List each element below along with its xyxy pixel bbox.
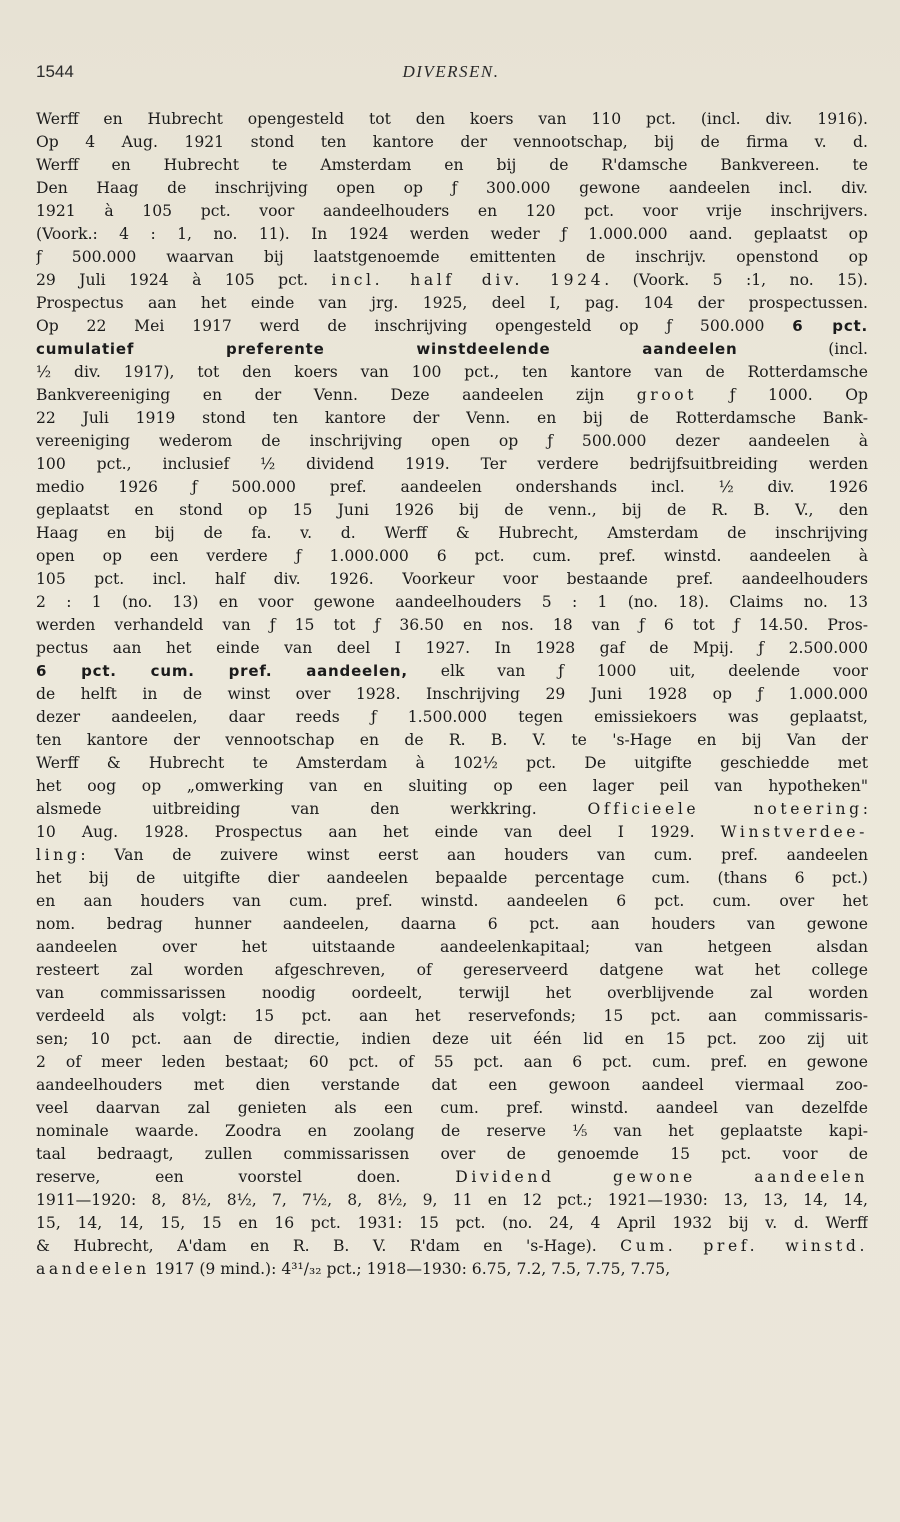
- text-line: [36, 292, 868, 315]
- text-line: [36, 200, 868, 223]
- text-segment: (incl.: [737, 340, 868, 358]
- text-segment: nom. bedrag hunner aandeelen, daarna 6 pct. aan houders van gewone: [36, 915, 868, 933]
- text-line: [36, 729, 868, 752]
- page-number: 1544: [36, 62, 74, 81]
- text-line: [36, 384, 868, 407]
- text-segment: vereeniging wederom de inschrijving open op ƒ 500.000 dezer aandeelen à: [36, 432, 868, 450]
- text-segment: verdeeld als volgt: 15 pct. aan het reservefonds; 15 pct. aan commissaris-: [36, 1007, 868, 1025]
- bold-text: 6 pct. cum. pref. aandeelen,: [36, 662, 408, 680]
- text-segment: 1921 à 105 pct. voor aandeelhouders en 120 pct. voor vrije inschrijvers.: [36, 202, 868, 220]
- text-line: [36, 545, 868, 568]
- text-line: [36, 1258, 868, 1281]
- text-segment: 2 : 1 (no. 13) en voor gewone aandeelhouders 5 : 1 (no. 18). Claims no. 13: [36, 593, 868, 611]
- text-line: [36, 1212, 868, 1235]
- text-segment: 1917 (9 mind.): 4³¹/₃₂ pct.; 1918—1930: 6.75, 7.2, 7.5, 7.75, 7.75,: [149, 1260, 671, 1278]
- running-head: DIVERSEN.: [402, 62, 500, 81]
- text-line: [36, 591, 868, 614]
- text-segment: aandeelhouders met dien verstande dat een gewoon aandeel viermaal zoo-: [36, 1076, 868, 1094]
- text-line: [36, 1189, 868, 1212]
- text-segment: 100 pct., inclusief ½ dividend 1919. Ter verdere bedrijfsuitbreiding werden: [36, 455, 868, 473]
- text-segment: werden verhandeld van ƒ 15 tot ƒ 36.50 en nos. 18 van ƒ 6 tot ƒ 14.50. Pros-: [36, 616, 868, 634]
- text-segment: 105 pct. incl. half div. 1926. Voorkeur voor bestaande pref. aandeelhouders: [36, 570, 868, 588]
- text-line: [36, 499, 868, 522]
- text-segment: & Hubrecht, A'dam en R. B. V. R'dam en 's-Hage).: [36, 1237, 621, 1255]
- text-line: [36, 246, 868, 269]
- text-segment: 1911—1920: 8, 8½, 8½, 7, 7½, 8, 8½, 9, 11 en 12 pct.; 1921—1930: 13, 13, 14, 14,: [36, 1191, 868, 1209]
- text-segment: medio 1926 ƒ 500.000 pref. aandeelen ondershands incl. ½ div. 1926: [36, 478, 868, 496]
- text-segment: aandeelen over het uitstaande aandeelenkapitaal; van hetgeen alsdan: [36, 938, 868, 956]
- bold-text: cumulatief preferente winstdeelende aandeelen: [36, 340, 738, 358]
- text-segment: Den Haag de inschrijving open op ƒ 300.000 gewone aandeelen incl. div.: [36, 179, 868, 197]
- text-line: [36, 1166, 868, 1189]
- text-segment: alsmede uitbreiding van den werkkring.: [36, 800, 588, 818]
- page-header: [36, 62, 866, 86]
- text-line: [36, 1005, 868, 1028]
- text-segment: nominale waarde. Zoodra en zoolang de reserve ⅕ van het geplaatste kapi-: [36, 1122, 868, 1140]
- text-line: [36, 821, 868, 844]
- text-line: [36, 1120, 868, 1143]
- text-line: [36, 361, 868, 384]
- text-line: [36, 338, 868, 361]
- text-segment: en aan houders van cum. pref. winstd. aandeelen 6 pct. cum. over het: [36, 892, 868, 910]
- text-segment: dezer aandeelen, daar reeds ƒ 1.500.000 tegen emissiekoers was geplaatst,: [36, 708, 868, 726]
- text-line: [36, 798, 868, 821]
- text-segment: open op een verdere ƒ 1.000.000 6 pct. cum. pref. winstd. aandeelen à: [36, 547, 868, 565]
- text-segment: Werff en Hubrecht opengesteld tot den koers van 110 pct. (incl. div. 1916).: [36, 110, 868, 128]
- text-line: [36, 775, 868, 798]
- text-segment: ½ div. 1917), tot den koers van 100 pct., ten kantore van de Rotterdamsche: [36, 363, 868, 381]
- text-segment: . (Voork. 5 :1, no. 15).: [604, 271, 868, 289]
- text-line: [36, 177, 868, 200]
- text-segment: 29 Juli 1924 à 105 pct.: [36, 271, 332, 289]
- spaced-text: Cum. pref. winstd.: [620, 1237, 868, 1255]
- text-line: [36, 223, 868, 246]
- text-line: [36, 476, 868, 499]
- text-line: [36, 844, 868, 867]
- text-line: [36, 131, 868, 154]
- text-segment: het bij de uitgifte dier aandeelen bepaalde percentage cum. (thans 6 pct.): [36, 869, 868, 887]
- text-segment: taal bedraagt, zullen commissarissen over de genoemde 15 pct. voor de: [36, 1145, 868, 1163]
- text-segment: het oog op „omwerking van en sluiting op een lager peil van hypotheken": [36, 777, 868, 795]
- text-line: [36, 1074, 868, 1097]
- text-segment: 2 of meer leden bestaat; 60 pct. of 55 pct. aan 6 pct. cum. pref. en gewone: [36, 1053, 868, 1071]
- text-segment: Bankvereeniging en der Venn. Deze aandeelen zijn: [36, 386, 637, 404]
- text-segment: Prospectus aan het einde van jrg. 1925, deel I, pag. 104 der prospectussen.: [36, 294, 868, 312]
- text-segment: 15, 14, 14, 15, 15 en 16 pct. 1931: 15 pct. (no. 24, 4 April 1932 bij v. d. Werff: [36, 1214, 868, 1232]
- text-segment: Haag en bij de fa. v. d. Werff & Hubrecht, Amsterdam de inschrijving: [36, 524, 868, 542]
- spaced-text: Winstverdee-: [720, 823, 868, 841]
- spaced-text: incl. half div. 1924: [331, 271, 605, 289]
- text-line: [36, 269, 868, 292]
- spaced-text: Officieele noteering: [587, 800, 863, 818]
- text-segment: : Van de zuivere winst eerst aan houders van cum. pref. aandeelen: [80, 846, 868, 864]
- text-line: [36, 1235, 868, 1258]
- text-segment: reserve, een voorstel doen.: [36, 1168, 456, 1186]
- bold-text: 6 pct.: [792, 317, 868, 335]
- text-line: [36, 982, 868, 1005]
- text-line: [36, 154, 868, 177]
- text-segment: veel daarvan zal genieten als een cum. pref. winstd. aandeel van dezelfde: [36, 1099, 868, 1117]
- text-line: [36, 890, 868, 913]
- text-segment: ƒ 500.000 waarvan bij laatstgenoemde emittenten de inschrijv. openstond op: [36, 248, 868, 266]
- text-line: [36, 683, 868, 706]
- text-line: [36, 315, 868, 338]
- text-segment: ƒ 1000. Op: [697, 386, 868, 404]
- text-line: [36, 867, 868, 890]
- text-line: [36, 936, 868, 959]
- text-segment: Op 22 Mei 1917 werd de inschrijving opengesteld op ƒ 500.000: [36, 317, 793, 335]
- text-line: [36, 959, 868, 982]
- text-segment: :: [862, 800, 868, 818]
- text-line: [36, 1097, 868, 1120]
- spaced-text: Dividend gewone aandeelen: [455, 1168, 868, 1186]
- text-segment: pectus aan het einde van deel I 1927. In 1928 gaf de Mpij. ƒ 2.500.000: [36, 639, 868, 657]
- text-line: [36, 108, 868, 131]
- text-segment: elk van ƒ 1000 uit, deelende voor: [407, 662, 868, 680]
- text-segment: van commissarissen noodig oordeelt, terwijl het overblijvende zal worden: [36, 984, 868, 1002]
- text-segment: Op 4 Aug. 1921 stond ten kantore der vennootschap, bij de firma v. d.: [36, 133, 868, 151]
- spaced-text: groot: [636, 386, 698, 404]
- text-line: [36, 1028, 868, 1051]
- text-segment: Werff en Hubrecht te Amsterdam en bij de R'damsche Bankvereen. te: [36, 156, 868, 174]
- text-line: [36, 430, 868, 453]
- text-segment: (Voork.: 4 : 1, no. 11). In 1924 werden weder ƒ 1.000.000 aand. geplaatst op: [36, 225, 868, 243]
- text-line: [36, 407, 868, 430]
- text-segment: geplaatst en stond op 15 Juni 1926 bij de venn., bij de R. B. V., den: [36, 501, 868, 519]
- text-line: [36, 1051, 868, 1074]
- text-segment: 10 Aug. 1928. Prospectus aan het einde van deel I 1929.: [36, 823, 721, 841]
- text-line: [36, 614, 868, 637]
- text-line: [36, 568, 868, 591]
- text-line: [36, 522, 868, 545]
- text-line: [36, 913, 868, 936]
- text-segment: 22 Juli 1919 stond ten kantore der Venn. en bij de Rotterdamsche Bank-: [36, 409, 868, 427]
- text-line: [36, 706, 868, 729]
- body-text: [36, 108, 868, 1281]
- spaced-text: aandeelen: [36, 1260, 150, 1278]
- text-segment: ten kantore der vennootschap en de R. B. V. te 's-Hage en bij Van der: [36, 731, 868, 749]
- text-line: [36, 660, 868, 683]
- text-segment: de helft in de winst over 1928. Inschrijving 29 Juni 1928 op ƒ 1.000.000: [36, 685, 868, 703]
- text-line: [36, 752, 868, 775]
- text-line: [36, 453, 868, 476]
- spaced-text: ling: [36, 846, 81, 864]
- text-segment: Werff & Hubrecht te Amsterdam à 102½ pct. De uitgifte geschiedde met: [36, 754, 868, 772]
- text-segment: sen; 10 pct. aan de directie, indien deze uit één lid en 15 pct. zoo zij uit: [36, 1030, 868, 1048]
- text-line: [36, 1143, 868, 1166]
- text-segment: resteert zal worden afgeschreven, of gereserveerd datgene wat het college: [36, 961, 868, 979]
- text-line: [36, 637, 868, 660]
